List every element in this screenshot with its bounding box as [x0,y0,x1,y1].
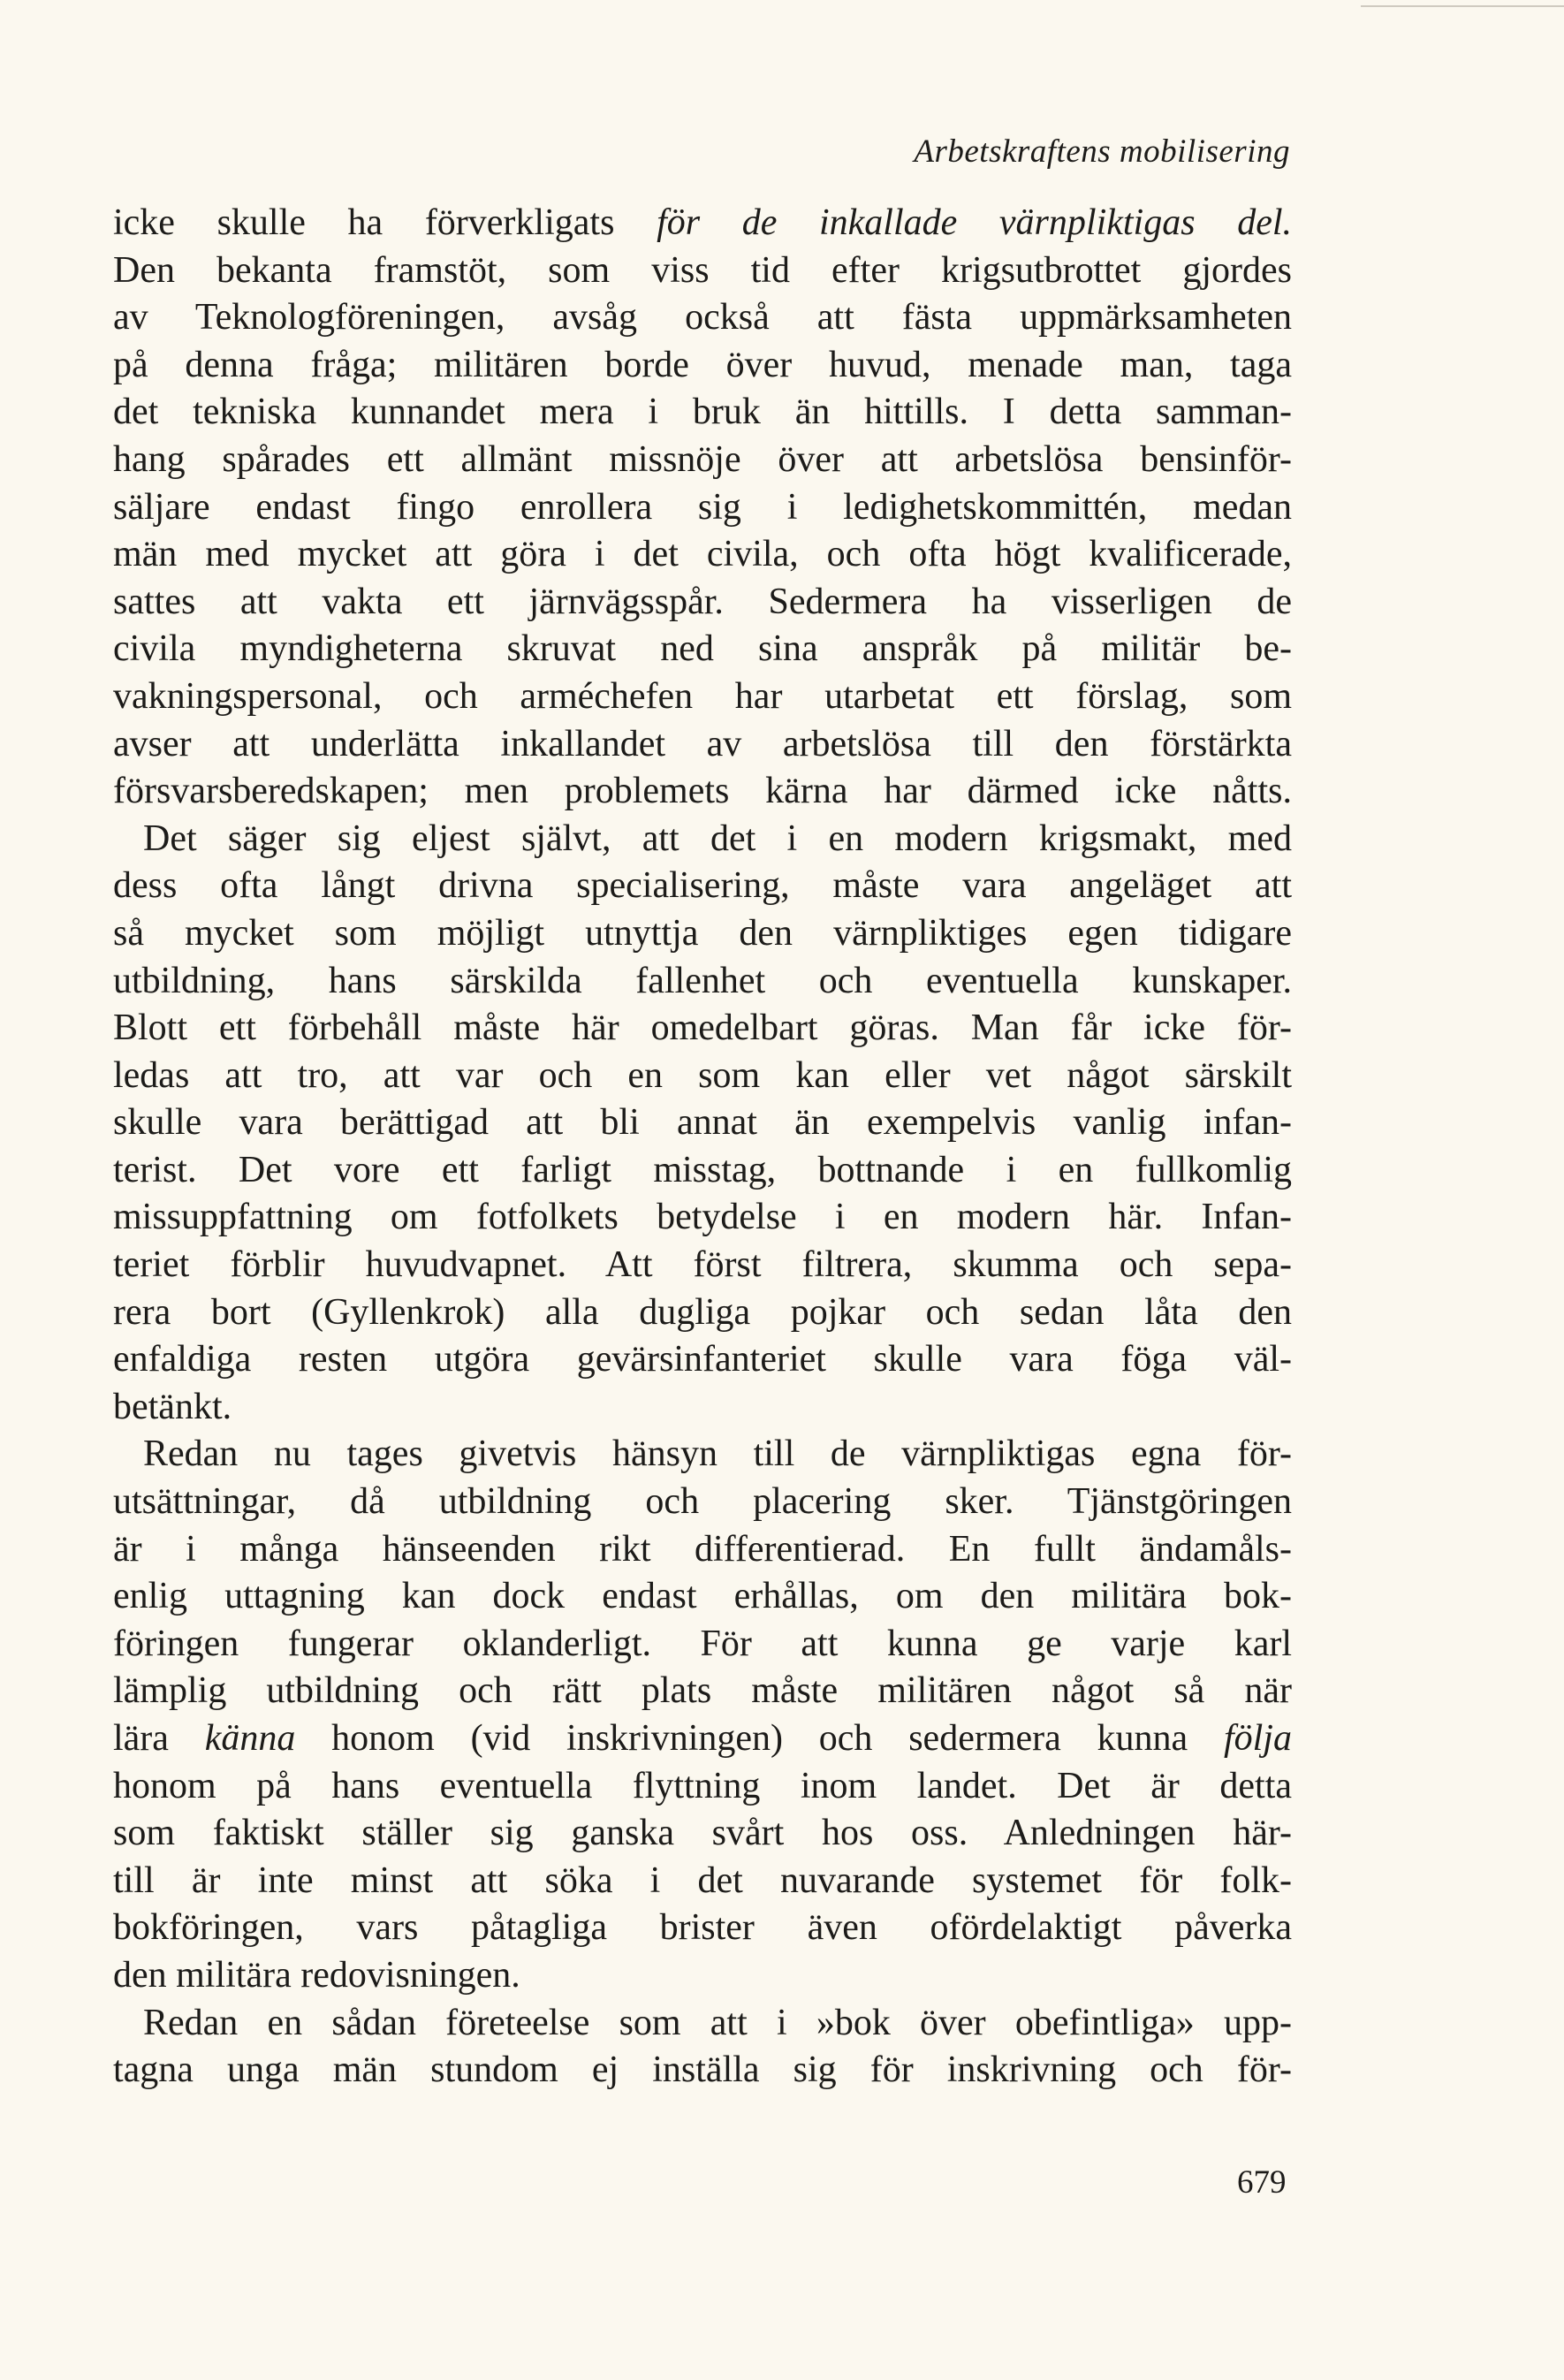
italic-text: för de inkallade värnpliktigas del. [657,202,1293,243]
text-segment: föringen fungerar oklanderligt. För att kunna ge varje karl [113,1623,1292,1664]
text-segment: på denna fråga; militären borde över huvud, menade man, taga [113,344,1292,385]
text-line [113,1099,1292,1147]
text-line [113,437,1292,484]
text-line [113,579,1292,627]
text-line [113,1384,1292,1432]
text-line [113,863,1292,910]
text-line [113,1053,1292,1100]
text-line [113,721,1292,769]
text-line [113,484,1292,532]
text-line [113,531,1292,579]
text-line [113,1431,1292,1479]
text-line [113,1858,1292,1905]
text-line [113,1905,1292,1952]
text-line [113,1005,1292,1053]
text-line [113,1621,1292,1669]
text-line [113,200,1292,247]
text-line [113,389,1292,437]
text-segment: lämplig utbildning och rätt plats måste militären något så när [113,1670,1292,1712]
text-segment: hang spårades ett allmänt missnöje över att arbetslösa bensinför- [113,438,1292,480]
text-segment: försvarsberedskapen; men problemets kärna har därmed icke nåtts. [113,771,1292,812]
text-segment: så mycket som möjligt utnyttja den värnpliktiges egen tidigare [113,912,1292,954]
text-segment: bokföringen, vars påtagliga brister även ofördelaktigt påverka [113,1907,1292,1949]
text-line [113,1526,1292,1574]
text-line [113,1194,1292,1242]
scan-edge-line [1361,5,1564,7]
text-line [113,1479,1292,1526]
text-line [113,1336,1292,1384]
text-segment: civila myndigheterna skruvat ned sina anspråk på militär be- [113,628,1292,670]
text-line [113,247,1292,295]
text-line [113,768,1292,816]
text-segment: icke skulle ha förverkligats [113,202,657,243]
running-header: Arbetskraftens mobilisering [914,133,1290,170]
text-line [113,1715,1292,1763]
text-segment: enfaldiga resten utgöra gevärsinfanteriet skulle vara föga väl- [113,1339,1292,1380]
text-segment: män med mycket att göra i det civila, och ofta högt kvalificerade, [113,534,1292,575]
text-segment: är i många hänseenden rikt differentierad. En fullt ändamåls- [113,1528,1292,1570]
text-line [113,1763,1292,1811]
page-number: 679 [1237,2164,1287,2201]
text-segment: honom på hans eventuella flyttning inom landet. Det är detta [113,1765,1292,1806]
text-segment: av Teknologföreningen, avsåg också att fästa uppmärksamheten [113,297,1292,338]
text-line [113,1147,1292,1195]
text-segment: dess ofta långt drivna specialisering, måste vara angeläget att [113,865,1292,907]
text-segment: lära [113,1718,205,1759]
text-segment: terist. Det vore ett farligt misstag, bottnande i en fullkomlig [113,1149,1292,1190]
text-segment: till är inte minst att söka i det nuvarande systemet för folk- [113,1859,1292,1901]
text-line [113,1289,1292,1337]
text-line [113,1952,1292,2000]
text-segment: enlig uttagning kan dock endast erhållas, om den militära bok- [113,1576,1292,1617]
text-line [113,1810,1292,1858]
text-line [113,2000,1292,2048]
text-segment: teriet förblir huvudvapnet. Att först filtrera, skumma och sepa- [113,1244,1292,1286]
text-line [113,673,1292,721]
text-segment: Redan en sådan företeelse som att i »bok över obefintliga» upp- [143,2002,1292,2043]
text-segment: säljare endast fingo enrollera sig i ledighetskommittén, medan [113,486,1292,528]
text-segment: Blott ett förbehåll måste här omedelbart göras. Man får icke för- [113,1008,1292,1049]
italic-text: känna [204,1718,296,1759]
text-segment: ledas att tro, att var och en som kan eller vet något särskilt [113,1054,1292,1096]
text-segment: missuppfattning om fotfolkets betydelse i en modern här. Infan- [113,1197,1292,1238]
text-line [113,1242,1292,1289]
text-segment: avser att underlätta inkallandet av arbetslösa till den förstärkta [113,723,1292,764]
text-segment: sattes att vakta ett järnvägsspår. Sedermera ha visserligen de [113,581,1292,622]
text-segment: Det säger sig eljest självt, att det i en modern krigsmakt, med [143,817,1292,859]
text-line [113,816,1292,863]
text-segment: rera bort (Gyllenkrok) alla dugliga pojkar och sedan låta den [113,1291,1292,1333]
text-segment: honom (vid inskrivningen) och sedermera kunna [295,1718,1224,1759]
text-segment: betänkt. [113,1386,232,1427]
text-segment: som faktiskt ställer sig ganska svårt hos oss. Anledningen här- [113,1813,1292,1854]
text-segment: Den bekanta framstöt, som viss tid efter krigsutbrottet gjordes [113,249,1292,291]
text-segment: tagna unga män stundom ej inställa sig för inskrivning och för- [113,2049,1292,2091]
text-segment: skulle vara berättigad att bli annat än exempelvis vanlig infan- [113,1102,1292,1144]
italic-text: följa [1223,1718,1292,1759]
text-line [113,342,1292,390]
text-line [113,958,1292,1006]
text-segment: Redan nu tages givetvis hänsyn till de värnpliktigas egna för- [143,1433,1292,1475]
text-line [113,1573,1292,1621]
text-segment: utsättningar, då utbildning och placering sker. Tjänstgöringen [113,1481,1292,1523]
text-line [113,1668,1292,1715]
text-line [113,2047,1292,2095]
text-line [113,910,1292,958]
text-segment: den militära redovisningen. [113,1954,520,1996]
text-line [113,626,1292,673]
body-text [113,200,1292,2095]
text-segment: det tekniska kunnandet mera i bruk än hittills. I detta samman- [113,392,1292,433]
text-segment: utbildning, hans särskilda fallenhet och eventuella kunskaper. [113,960,1292,1001]
text-line [113,294,1292,342]
text-segment: vakningspersonal, och arméchefen har utarbetat ett förslag, som [113,675,1292,717]
